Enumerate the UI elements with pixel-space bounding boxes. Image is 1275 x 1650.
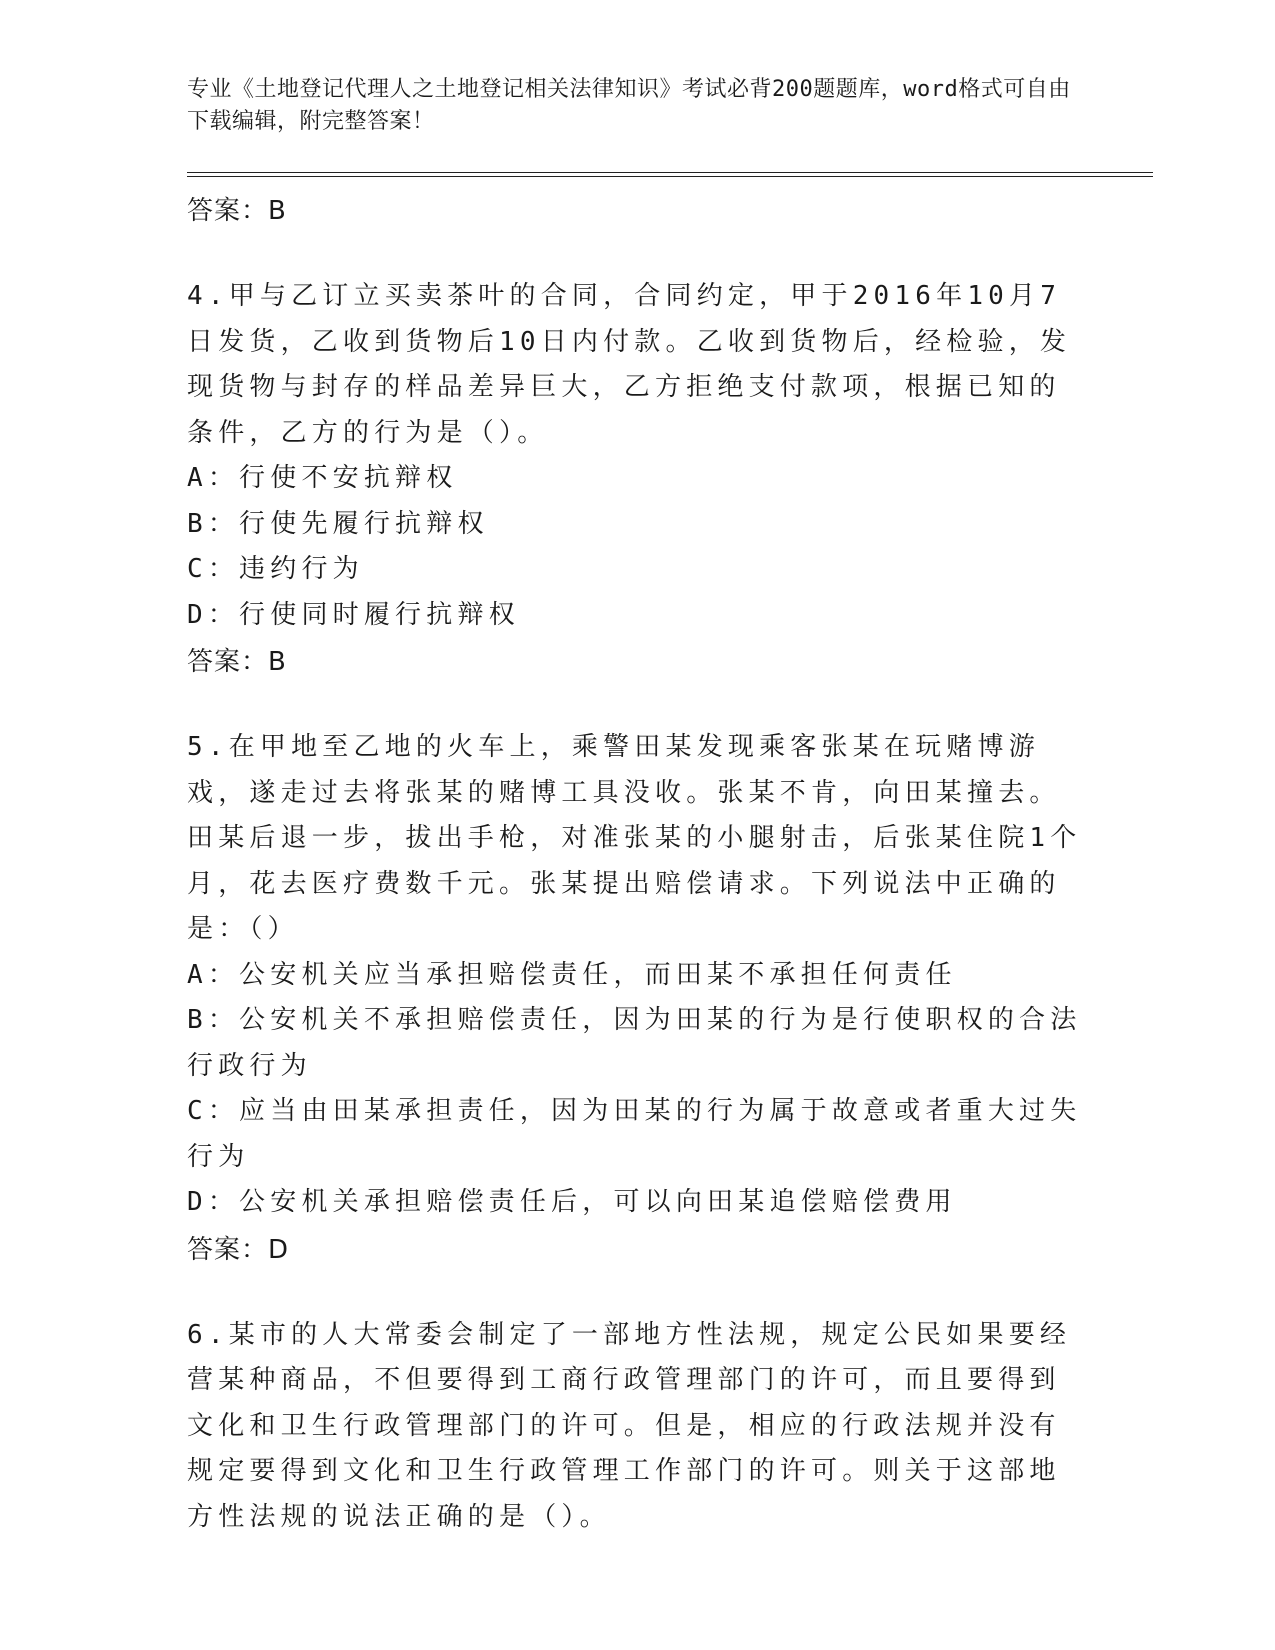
question-item: [187, 274, 1087, 686]
question-text: 4.甲与乙订立买卖茶叶的合同，合同约定，甲于2016年10月7日发货，乙收到货物后10日内付款。乙收到货物后，经检验，发现货物与封存的样品差异巨大，乙方拒绝支付款项，根据已知的条件，乙方的行为是（）。: [187, 281, 1072, 448]
answer-line: 答案：B: [187, 647, 287, 677]
question-item: [187, 1313, 1087, 1541]
header-divider-bottom: [187, 176, 1153, 177]
option-c: C：应当由田某承担责任，因为田某的行为属于故意或者重大过失行为: [187, 1096, 1082, 1172]
question-text: 5.在甲地至乙地的火车上，乘警田某发现乘客张某在玩赌博游戏，遂走过去将张某的赌博工具没收。张某不肯，向田某撞去。田某后退一步，拔出手枪，对准张某的小腿射击，后张某住院1个月，花去医疗费数千元。张某提出赔偿请求。下列说法中正确的是：（）: [187, 732, 1082, 944]
option-d: D：公安机关承担赔偿责任后，可以向田某追偿赔偿费用: [187, 1187, 957, 1217]
question-text: 6.某市的人大常委会制定了一部地方性法规，规定公民如果要经营某种商品，不但要得到工商行政管理部门的许可，而且要得到文化和卫生行政管理部门的许可。但是，相应的行政法规并没有规定要得到文化和卫生行政管理工作部门的许可。则关于这部地方性法规的说法正确的是（）。: [187, 1319, 1072, 1532]
option-c: C：违约行为: [187, 554, 364, 584]
header-text: 专业《土地登记代理人之土地登记相关法律知识》考试必背200题题库，word格式可自由下载编辑，附完整答案！: [187, 77, 1071, 134]
option-b: B：行使先履行抗辩权: [187, 508, 489, 539]
question-item: [187, 725, 1087, 1274]
option-a: A：行使不安抗辩权: [187, 463, 458, 493]
question-content: [187, 187, 1087, 1540]
option-a: A：公安机关应当承担赔偿责任，而田某不承担任何责任: [187, 959, 957, 990]
header-divider-top: [187, 172, 1153, 173]
document-header: [187, 74, 1077, 138]
option-d: D：行使同时履行抗辩权: [187, 599, 520, 630]
answer-line: 答案：D: [187, 1234, 290, 1265]
answer-line: 答案：B: [187, 196, 287, 226]
option-b: B：公安机关不承担赔偿责任，因为田某的行为是行使职权的合法行政行为: [187, 1005, 1082, 1081]
